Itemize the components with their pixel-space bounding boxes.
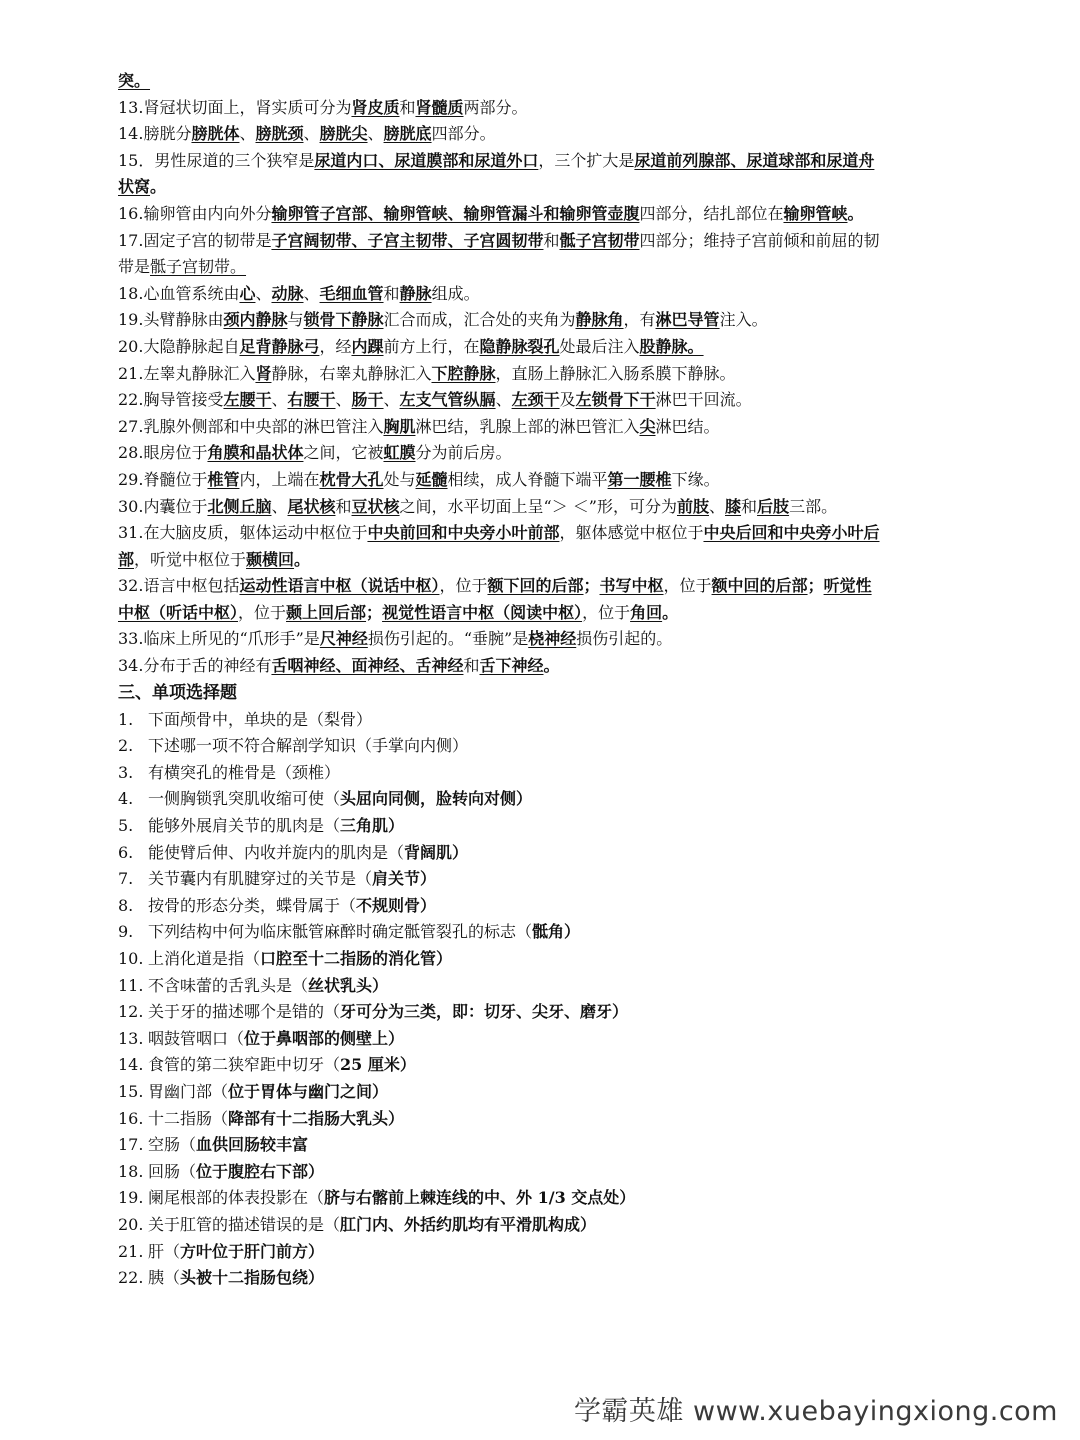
question-text: 不含味蕾的舌乳头是（	[148, 975, 309, 995]
question-number: 11.	[118, 975, 144, 995]
question-text: 内，上端在	[239, 469, 320, 489]
closing-paren: ）	[399, 1055, 416, 1075]
question-text: 一侧胸锁乳突肌收缩可使（	[148, 789, 341, 809]
answer-text: 静脉	[399, 283, 432, 303]
fill-blank-line	[118, 387, 978, 414]
answer-text: 北侧丘脑	[207, 496, 272, 516]
question-text: 32.语言中枢包括	[118, 576, 240, 596]
answer-text: 颈内静脉	[223, 310, 288, 330]
question-text: 和	[463, 656, 480, 676]
fill-blank-line	[118, 520, 978, 547]
question-text: 之间，水平切面上呈“＞ ＜”形，可分为	[399, 496, 677, 516]
question-text: 22.胸导管接受	[118, 390, 224, 410]
mcq-item	[118, 1026, 978, 1053]
question-text: ，三个扩大是	[538, 150, 635, 170]
answer-text: 左锁骨下干	[575, 390, 656, 410]
question-text: 下缘。	[671, 469, 720, 489]
answer-text: 肠干	[351, 390, 384, 410]
mcq-item	[118, 1079, 978, 1106]
question-text: 咽鼓管咽口（	[148, 1028, 245, 1048]
answer-text: 膀胱体	[191, 124, 240, 144]
question-text: 20.大隐静脉起自	[118, 336, 240, 356]
answer-text: 颞上回后部	[286, 602, 367, 622]
closing-paren: ）	[388, 1028, 405, 1048]
answer-text: 右腰干	[287, 390, 336, 410]
question-text: 与	[287, 310, 304, 330]
question-number: 18.	[118, 1161, 144, 1181]
mcq-item	[118, 840, 978, 867]
question-text: 、	[255, 283, 272, 303]
answer-text: 膀胱颈	[255, 124, 304, 144]
closing-paren: ）	[564, 922, 581, 942]
answer-text: 头屈向同侧，脸转向对侧	[340, 789, 517, 809]
question-number: 14.	[118, 1055, 144, 1075]
answer-text: 三角肌	[340, 816, 389, 836]
question-text: 27.乳腺外侧部和中央部的淋巴管注入	[118, 416, 384, 436]
answer-text: 尿道内口、尿道膜部和尿道外口	[314, 150, 539, 170]
question-text: 和	[383, 283, 400, 303]
question-text: 组成。	[431, 283, 480, 303]
answer-text: 骶角	[532, 922, 565, 942]
closing-paren: ）	[372, 1081, 389, 1101]
question-text: 18.心血管系统由	[118, 283, 240, 303]
punctuation: 。	[543, 656, 560, 676]
answer-text: 25 厘米	[340, 1055, 400, 1075]
answer-text: 心	[239, 283, 256, 303]
question-text: 33.临床上所见的“爪形手”是	[118, 629, 320, 649]
question-text: 带是	[118, 257, 151, 277]
mcq-item	[118, 893, 978, 920]
answer-text: 子宫阔韧带、子宫主韧带、子宫圆韧带	[271, 230, 544, 250]
fill-blank-line	[118, 68, 978, 95]
question-text: 和	[335, 496, 352, 516]
question-text: 下列结构中何为临床骶管麻醉时确定骶管裂孔的标志（	[148, 922, 533, 942]
fill-blank-line	[118, 121, 978, 148]
answer-text: 尿道前列腺部、尿道球部和尿道舟	[634, 150, 875, 170]
punctuation: 。	[294, 549, 311, 569]
question-number: 19.	[118, 1188, 144, 1208]
closing-paren: ）	[420, 895, 437, 915]
footer-watermark: 学霸英雄 www.xuebayingxiong.com	[573, 1396, 1058, 1427]
question-text: 、	[709, 496, 726, 516]
answer-text: 淋巴导管	[655, 310, 720, 330]
answer-text: 豆状核	[351, 496, 400, 516]
question-text: ，位于	[238, 602, 287, 622]
question-text: 、	[383, 390, 400, 410]
mcq-item	[118, 1132, 978, 1159]
question-text: 、	[271, 390, 288, 410]
question-number: 21.	[118, 1241, 144, 1261]
answer-text: 舌咽神经、面神经、舌神经	[271, 656, 464, 676]
question-text: ，经	[319, 336, 352, 356]
question-text: 四部分，结扎部位在	[639, 203, 784, 223]
answer-text: 不规则骨	[356, 895, 421, 915]
answer-text: 视觉性语言中枢（阅读中枢）	[382, 602, 583, 622]
question-text: 肝（	[148, 1241, 181, 1261]
question-text: 16.输卵管由内向外分	[118, 203, 272, 223]
answer-text: 肩关节	[372, 869, 421, 889]
question-number: 16.	[118, 1108, 144, 1128]
answer-text: 骶子宫韧带。	[150, 257, 247, 277]
answer-text: 虹膜	[383, 443, 416, 463]
answer-text: 下腔静脉	[431, 363, 496, 383]
question-text: ，直肠上静脉汇入肠系膜下静脉。	[495, 363, 736, 383]
answer-text: 肛门内、外括约肌均有平滑肌构成	[340, 1214, 581, 1234]
question-text: 28.眼房位于	[118, 443, 208, 463]
question-text: 19.头臂静脉由	[118, 310, 224, 330]
mcq-item	[118, 919, 978, 946]
answer-text: 舌下神经	[479, 656, 544, 676]
question-text: 胰（	[148, 1268, 181, 1288]
question-text: 34.分布于舌的神经有	[118, 656, 272, 676]
fill-blank-line	[118, 228, 978, 255]
answer-text: 中央前回和中央旁小叶前部	[367, 523, 560, 543]
answer-text: 方叶位于肝门前方	[180, 1241, 309, 1261]
answer-text: 颞横回	[246, 549, 295, 569]
answer-text: 部	[118, 549, 135, 569]
closing-paren: ）	[388, 816, 405, 836]
answer-text: 隐静脉裂孔	[479, 336, 560, 356]
fill-blank-line	[118, 307, 978, 334]
answer-text: 左支气管纵膈	[399, 390, 496, 410]
question-text: 14.膀胱分	[118, 124, 192, 144]
answer-text: 膀胱尖	[319, 124, 368, 144]
answer-text: 位于胃体与幽门之间	[228, 1081, 373, 1101]
answer-text: 前肢	[676, 496, 709, 516]
punctuation: ；	[366, 602, 383, 622]
answer-text: 锁骨下静脉	[303, 310, 384, 330]
fill-blank-line	[118, 467, 978, 494]
fill-blank-line	[118, 174, 978, 201]
answer-text: 膀胱底	[383, 124, 432, 144]
question-text: 关于肛管的描述错误的是（	[148, 1214, 341, 1234]
answer-text: 股静脉。	[639, 336, 704, 356]
answer-text: 左颈干	[511, 390, 560, 410]
answer-text: 位于鼻咽部的侧壁上	[244, 1028, 389, 1048]
document-content	[118, 68, 978, 1292]
question-text: 处与	[383, 469, 416, 489]
question-text: 空肠（	[148, 1135, 197, 1155]
closing-paren: ）	[452, 842, 469, 862]
mcq-item	[118, 999, 978, 1026]
closing-paren: ）	[372, 975, 389, 995]
question-text: 和	[543, 230, 560, 250]
answer-text: 背阔肌	[404, 842, 453, 862]
closing-paren: ）	[580, 1214, 597, 1234]
fill-blank-line	[118, 626, 978, 653]
question-number: 20.	[118, 1214, 144, 1234]
answer-text: 枕骨大孔	[319, 469, 384, 489]
answer-text: 中枢（听话中枢）	[118, 602, 239, 622]
answer-text: 牙可分为三类，即：切牙、尖牙、磨牙	[340, 1002, 613, 1022]
question-text: 和	[741, 496, 758, 516]
answer-text: 状窝	[118, 177, 151, 197]
question-number: 13.	[118, 1028, 144, 1048]
fill-blank-line	[118, 201, 978, 228]
question-text: 淋巴结。	[655, 416, 720, 436]
mcq-item	[118, 973, 978, 1000]
closing-paren: ）	[612, 1002, 629, 1022]
question-text: 处最后注入	[559, 336, 640, 356]
question-text: 能使臂后伸、内收并旋内的肌肉是（	[148, 842, 405, 862]
question-text: 阑尾根部的体表投影在（	[148, 1188, 325, 1208]
question-text: ，躯体感觉中枢位于	[559, 523, 704, 543]
answer-text: 输卵管子宫部、输卵管峡、输卵管漏斗和输卵管壶腹	[271, 203, 640, 223]
question-text: 31.在大脑皮质，躯体运动中枢位于	[118, 523, 368, 543]
answer-text: 尖	[639, 416, 656, 436]
question-number: 10.	[118, 949, 144, 968]
answer-text: 静脉角	[575, 310, 624, 330]
question-number: 15.	[118, 1081, 144, 1101]
closing-paren: ）	[619, 1188, 636, 1208]
question-number: 12.	[118, 1002, 144, 1022]
question-text: 、	[495, 390, 512, 410]
section-title: 三、单项选择题	[118, 682, 237, 703]
question-text: 关节囊内有肌腱穿过的关节是（	[148, 869, 373, 889]
question-text: 淋巴结，乳腺上部的淋巴管汇入	[415, 416, 640, 436]
question-text: 15．男性尿道的三个狭窄是	[118, 150, 315, 170]
question-text: 相续，成人脊髓下端平	[447, 469, 608, 489]
closing-paren: ）	[308, 1161, 325, 1181]
question-number: 22.	[118, 1268, 144, 1288]
mcq-item	[118, 1106, 978, 1133]
answer-text: 血供回肠较丰富	[196, 1135, 309, 1155]
fill-blank-line	[118, 414, 978, 441]
answer-text: 骶子宫韧带	[559, 230, 640, 250]
question-text: 分为前后房。	[415, 443, 512, 463]
fill-blank-line	[118, 254, 978, 281]
question-text: 、	[303, 124, 320, 144]
answer-text: 脐与右髂前上棘连线的中、外 1/3 交点处	[324, 1188, 620, 1208]
answer-text: 延髓	[415, 469, 448, 489]
question-number: 3.	[118, 762, 134, 782]
question-number: 9.	[118, 922, 134, 942]
question-number: 1.	[118, 709, 134, 729]
punctuation: 。	[662, 602, 679, 622]
answer-text: 内踝	[351, 336, 384, 356]
answer-text: 突。	[118, 71, 151, 90]
question-text: 能够外展肩关节的肌肉是（	[148, 816, 341, 836]
answer-text: 角回	[630, 602, 663, 622]
fill-blank-line	[118, 95, 978, 122]
mcq-item	[118, 786, 978, 813]
answer-text: 中央后回和中央旁小叶后	[703, 523, 880, 543]
question-text: 、	[303, 283, 320, 303]
fill-blank-line	[118, 494, 978, 521]
question-text: 29.脊髓位于	[118, 469, 208, 489]
question-text: 前方上行，在	[383, 336, 480, 356]
fill-blank-line	[118, 573, 978, 600]
answer-text: 胸肌	[383, 416, 416, 436]
fill-blank-line	[118, 148, 978, 175]
answer-text: 丝状乳头	[308, 975, 373, 995]
answer-text: 后肢	[757, 496, 790, 516]
question-text: 食管的第二狭窄距中切牙（	[148, 1055, 341, 1075]
question-text: ，有	[623, 310, 656, 330]
closing-paren: ）	[436, 949, 453, 968]
answer-text: 输卵管峡	[783, 203, 848, 223]
punctuation: 。	[847, 203, 864, 223]
question-text: 、	[335, 390, 352, 410]
answer-text: 左腰干	[223, 390, 272, 410]
question-text: ，位于	[582, 602, 631, 622]
mcq-item	[118, 1159, 978, 1186]
answer-text: 尾状核	[287, 496, 336, 516]
question-text: 淋巴干回流。	[655, 390, 752, 410]
fill-blank-line	[118, 281, 978, 308]
question-text: 四部分；维持子宫前倾和前屈的韧	[639, 230, 880, 250]
answer-text: 尺神经	[319, 629, 368, 649]
question-text: 、	[271, 496, 288, 516]
mcq-item	[118, 707, 978, 734]
answer-text: 额中回的后部	[711, 576, 808, 596]
question-text: 13.肾冠状切面上，肾实质可分为	[118, 97, 352, 117]
fill-blank-line	[118, 600, 978, 627]
answer-text: 头被十二指肠包绕	[180, 1268, 309, 1288]
answer-text: 运动性语言中枢（说话中枢）	[239, 576, 440, 596]
question-text: 静脉，右睾丸静脉汇入	[271, 363, 432, 383]
question-text: 两部分。	[463, 97, 528, 117]
mcq-item	[118, 1052, 978, 1079]
question-text: 四部分。	[431, 124, 496, 144]
fill-blank-line	[118, 440, 978, 467]
closing-paren: ）	[420, 869, 437, 889]
question-text: 上消化道是指（	[148, 949, 261, 968]
answer-text: 位于腹腔右下部	[196, 1161, 309, 1181]
answer-text: 肾髓质	[415, 97, 464, 117]
answer-text: 毛细血管	[319, 283, 384, 303]
mcq-item	[118, 1212, 978, 1239]
question-number: 17.	[118, 1135, 144, 1155]
mcq-item	[118, 866, 978, 893]
answer-text: 动脉	[271, 283, 304, 303]
answer-text: 听觉性	[823, 576, 872, 596]
question-text: 有横突孔的椎骨是（颈椎）	[148, 762, 341, 782]
closing-paren: ）	[308, 1268, 325, 1288]
mcq-item	[118, 946, 978, 973]
multiple-choice-section	[118, 707, 978, 1292]
answer-text: 书写中枢	[599, 576, 664, 596]
answer-text: 额下回的后部	[487, 576, 584, 596]
punctuation: 。	[150, 177, 167, 197]
fill-blank-line	[118, 334, 978, 361]
question-text: 17.固定子宫的韧带是	[118, 230, 272, 250]
question-text: 之间，它被	[303, 443, 384, 463]
question-number: 2.	[118, 736, 134, 756]
punctuation: ；	[807, 576, 824, 596]
question-text: 损伤引起的。	[576, 629, 673, 649]
answer-text: 降部有十二指肠大乳头	[228, 1108, 389, 1128]
question-text: 回肠（	[148, 1161, 197, 1181]
question-text: 30.内囊位于	[118, 496, 208, 516]
question-text: 注入。	[719, 310, 768, 330]
mcq-item	[118, 1185, 978, 1212]
question-text: 损伤引起的。“垂腕”是	[367, 629, 529, 649]
answer-text: 肾皮质	[351, 97, 400, 117]
question-text: 关于牙的描述哪个是错的（	[148, 1002, 341, 1022]
answer-text: 膝	[725, 496, 742, 516]
question-text: 下述哪一项不符合解剖学知识（手掌向内侧）	[148, 736, 469, 756]
fill-blank-line	[118, 653, 978, 680]
question-text: 和	[399, 97, 416, 117]
closing-paren: ）	[388, 1108, 405, 1128]
question-text: 、	[367, 124, 384, 144]
question-text: 21.左睾丸静脉汇入	[118, 363, 256, 383]
closing-paren: ）	[516, 789, 533, 809]
answer-text: 第一腰椎	[607, 469, 672, 489]
mcq-item	[118, 760, 978, 787]
question-text: 、	[239, 124, 256, 144]
question-text: 胃幽门部（	[148, 1081, 229, 1101]
question-number: 7.	[118, 869, 134, 889]
answer-text: 角膜和晶状体	[207, 443, 304, 463]
question-number: 6.	[118, 842, 134, 862]
question-text: 按骨的形态分类，蝶骨属于（	[148, 895, 357, 915]
mcq-item	[118, 1265, 978, 1292]
question-text: 下面颅骨中，单块的是（梨骨）	[148, 709, 373, 729]
question-text: ，听觉中枢位于	[134, 549, 247, 569]
question-number: 5.	[118, 816, 134, 836]
answer-text: 口腔至十二指肠的消化管	[260, 949, 437, 968]
mcq-item	[118, 733, 978, 760]
mcq-item	[118, 1239, 978, 1266]
answer-text: 桡神经	[528, 629, 577, 649]
fill-blank-section	[118, 68, 978, 680]
question-number: 4.	[118, 789, 134, 809]
question-text: ，位于	[663, 576, 712, 596]
closing-paren: ）	[308, 1241, 325, 1261]
question-text: 及	[559, 390, 576, 410]
mcq-item	[118, 813, 978, 840]
question-number: 8.	[118, 895, 134, 915]
question-text: 十二指肠（	[148, 1108, 229, 1128]
question-text: 汇合而成，汇合处的夹角为	[383, 310, 576, 330]
punctuation: ；	[583, 576, 600, 596]
answer-text: 肾	[255, 363, 272, 383]
answer-text: 足背静脉弓	[239, 336, 320, 356]
answer-text: 椎管	[207, 469, 240, 489]
question-text: 三部。	[789, 496, 838, 516]
fill-blank-line	[118, 361, 978, 388]
fill-blank-line	[118, 547, 978, 574]
question-text: ，位于	[439, 576, 488, 596]
